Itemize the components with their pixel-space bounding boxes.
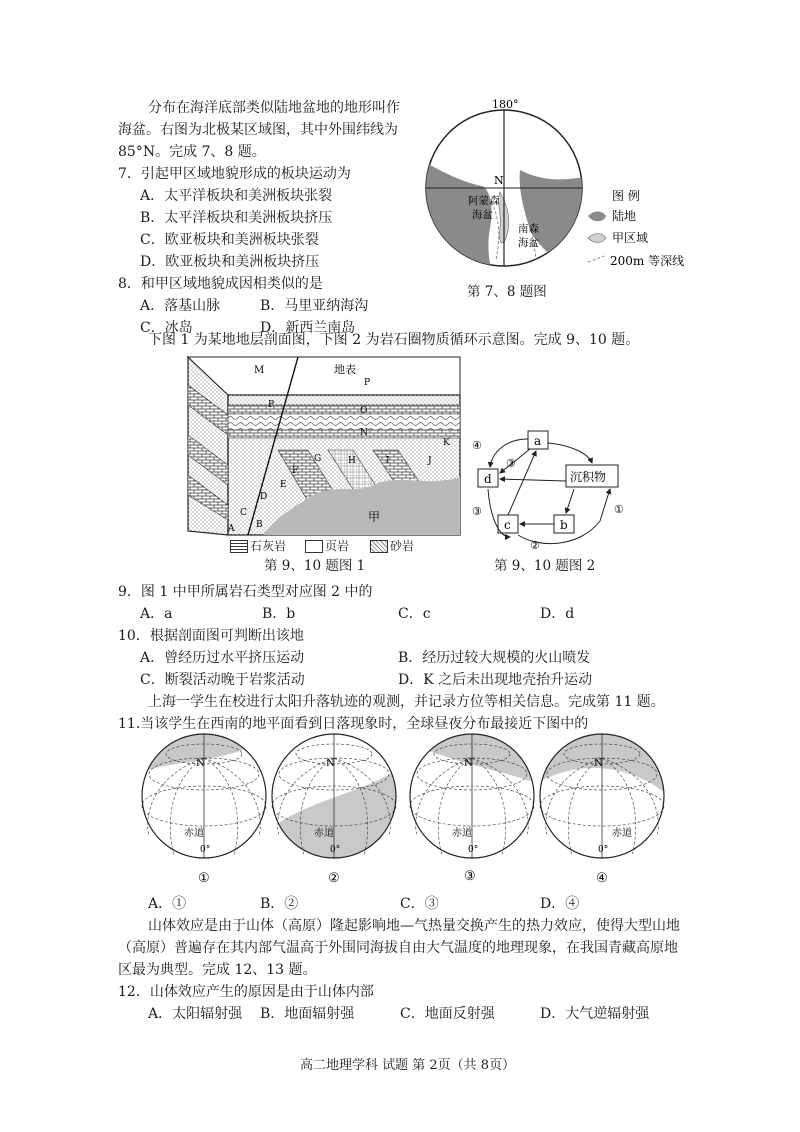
arrow-3-top: ③ [506,457,516,470]
label-n: N [494,174,504,187]
globe-3 [410,732,534,858]
box-b-label: b [560,518,568,532]
intro-12-13-line2: （高原）普遍存在其内部气温高于外围同海拔自由大气温度的地理现象，在我国青藏高原地 [118,940,678,956]
arrow-3-left: ③ [472,505,482,518]
label-b: B [256,520,263,530]
legend-zone-swatch [588,234,606,243]
label-i: I [386,456,390,466]
globe1-n: N [196,758,205,769]
globe2-equator: 赤道 [314,828,334,839]
q10-stem: 10．根据剖面图可判断出该地 [118,628,304,644]
label-o: O [360,406,368,416]
q12-option-d[interactable]: D．大气逆辐射强 [540,1006,650,1022]
legend-zone: 甲区域 [612,231,649,245]
globe1-equator: 赤道 [184,828,204,839]
label-p-top: P [364,378,371,388]
q7-stem: 7．引起甲区域地貌形成的板块运动为 [118,166,351,182]
globe-1 [142,732,266,858]
globe4-equator: 赤道 [612,828,632,839]
globes-row [134,732,674,892]
q12-stem: 12．山体效应产生的原因是由于山体内部 [118,984,374,1000]
legend-shale: 页岩 [325,539,350,553]
q11-option-a[interactable]: A．① [148,896,187,912]
label-e: E [280,480,287,490]
legend-title: 图 例 [612,189,640,203]
q7-option-c[interactable]: C．欧亚板块和美洲板块张裂 [140,232,319,248]
label-nansen-1: 南森 [518,223,539,235]
globe1-meridian: 0° [200,845,211,855]
q8-option-a[interactable]: A．落基山脉 [140,298,221,314]
q8-option-d[interactable]: D．新西兰南岛 [260,320,356,336]
legend-sandstone: 砂岩 [390,539,415,553]
legend-limestone-swatch [230,540,248,553]
q11-stem: 11.当该学生在西南的地平面看到日落现象时，全球昼夜分布最接近下图中的 [118,716,589,732]
label-h: H [348,456,356,466]
label-m: M [254,365,265,376]
intro-12-13-line1: 山体效应是由于山体（高原）隆起影响地—气热量交换产生的热力效应，使得大型山地 [148,918,680,934]
arrow-4: ④ [472,439,482,452]
strata-profile [188,355,468,555]
q8-option-b[interactable]: B．马里亚纳海沟 [260,298,369,314]
box-c-label: c [504,518,511,532]
q8-stem: 8．和甲区域地貌成因相类似的是 [118,276,323,292]
globe4-meridian: 0° [598,845,609,855]
label-g: G [314,454,322,464]
label-180: 180° [492,98,519,111]
arrow-1: ① [614,503,624,516]
label-f: F [292,466,299,476]
label-surface: 地表 [334,363,356,376]
arrow-2: ② [530,539,540,552]
label-c: C [240,508,247,518]
globe3-n: N [464,758,473,769]
globe2-number: ② [328,871,340,886]
globe4-n: N [594,758,603,769]
label-p: P [268,400,275,410]
globe2-n: N [326,758,335,769]
legend-land: 陆地 [612,209,637,223]
q12-option-c[interactable]: C．地面反射强 [400,1006,495,1022]
intro-7-8-line3: 85°N。完成 7、8 题。 [118,144,266,160]
map78-caption: 第 7、8 题图 [467,284,547,300]
legend-land-swatch [588,212,606,222]
q9-option-c[interactable]: C．c [398,606,431,622]
legend-limestone: 石灰岩 [250,539,287,553]
q7-option-b[interactable]: B．太平洋板块和美洲板块挤压 [140,210,333,226]
q11-option-b[interactable]: B．② [260,896,299,912]
label-amundsen-2: 海盆 [472,209,493,221]
legend-isobath-swatch [588,256,604,262]
fig2-caption: 第 9、10 题图 2 [494,558,596,574]
arctic-basin-map [420,98,700,310]
q10-option-a[interactable]: A．曾经历过水平挤压运动 [140,650,305,666]
q12-option-a[interactable]: A．太阳辐射强 [148,1006,243,1022]
box-a-label: a [534,434,542,448]
q10-option-b[interactable]: B．经历过较大规模的火山喷发 [398,650,591,666]
intro-7-8-line2: 海盆。右图为北极某区域图，其中外围纬线为 [118,122,398,138]
label-jia: 甲 [368,510,381,524]
globe1-number: ① [198,871,210,886]
q9-option-d[interactable]: D．d [540,606,575,622]
fig1-caption: 第 9、10 题图 1 [264,558,366,574]
box-d-label: d [484,472,492,486]
legend-sandstone-swatch [370,540,388,553]
label-j: J [428,456,432,466]
q9-option-b[interactable]: B．b [262,606,296,622]
globe-4 [540,732,664,858]
globe3-meridian: 0° [468,845,479,855]
globe3-equator: 赤道 [452,828,472,839]
label-n: N [360,428,368,438]
intro-9-10: 下图 1 为某地地层剖面图，下图 2 为岩石圈物质循环示意图。完成 9、10 题。 [148,332,640,348]
intro-12-13-line3: 区最为典型。完成 12、13 题。 [118,962,317,978]
intro-7-8-line1: 分布在海洋底部类似陆地盆地的地形叫作 [148,100,400,116]
q7-option-a[interactable]: A．太平洋板块和美洲板块张裂 [140,188,333,204]
q10-option-d[interactable]: D．K 之后未出现地壳抬升运动 [398,672,593,688]
label-k: K [443,438,450,448]
label-nansen-2: 海盆 [518,237,539,249]
label-d: D [260,492,268,502]
page-footer: 高二地理学科 试题 第 2页（共 8页） [300,1058,516,1073]
label-a: A [228,524,235,534]
box-sediment-label: 沉积物 [570,470,607,484]
q10-option-c[interactable]: C．断裂活动晚于岩浆活动 [140,672,305,688]
rock-cycle [470,425,630,555]
q11-option-c[interactable]: C．③ [400,896,439,912]
legend-shale-swatch [305,540,323,553]
q12-option-b[interactable]: B．地面辐射强 [260,1006,355,1022]
globe3-number: ③ [464,869,476,884]
label-amundsen-1: 阿蒙森 [468,195,500,207]
legend-isobath: 200m 等深线 [610,254,685,268]
intro-11: 上海一学生在校进行太阳升落轨迹的观测，并记录方位等相关信息。完成第 11 题。 [148,694,665,710]
globe4-number: ④ [596,871,608,886]
q8-option-c[interactable]: C．冰岛 [140,320,193,336]
q9-option-a[interactable]: A．a [140,606,173,622]
globe2-meridian: 0° [330,845,341,855]
q11-option-d[interactable]: D．④ [540,896,580,912]
q9-stem: 9．图 1 中甲所属岩石类型对应图 2 中的 [118,584,373,600]
q7-option-d[interactable]: D．欧亚板块和美洲板块挤压 [140,254,320,270]
